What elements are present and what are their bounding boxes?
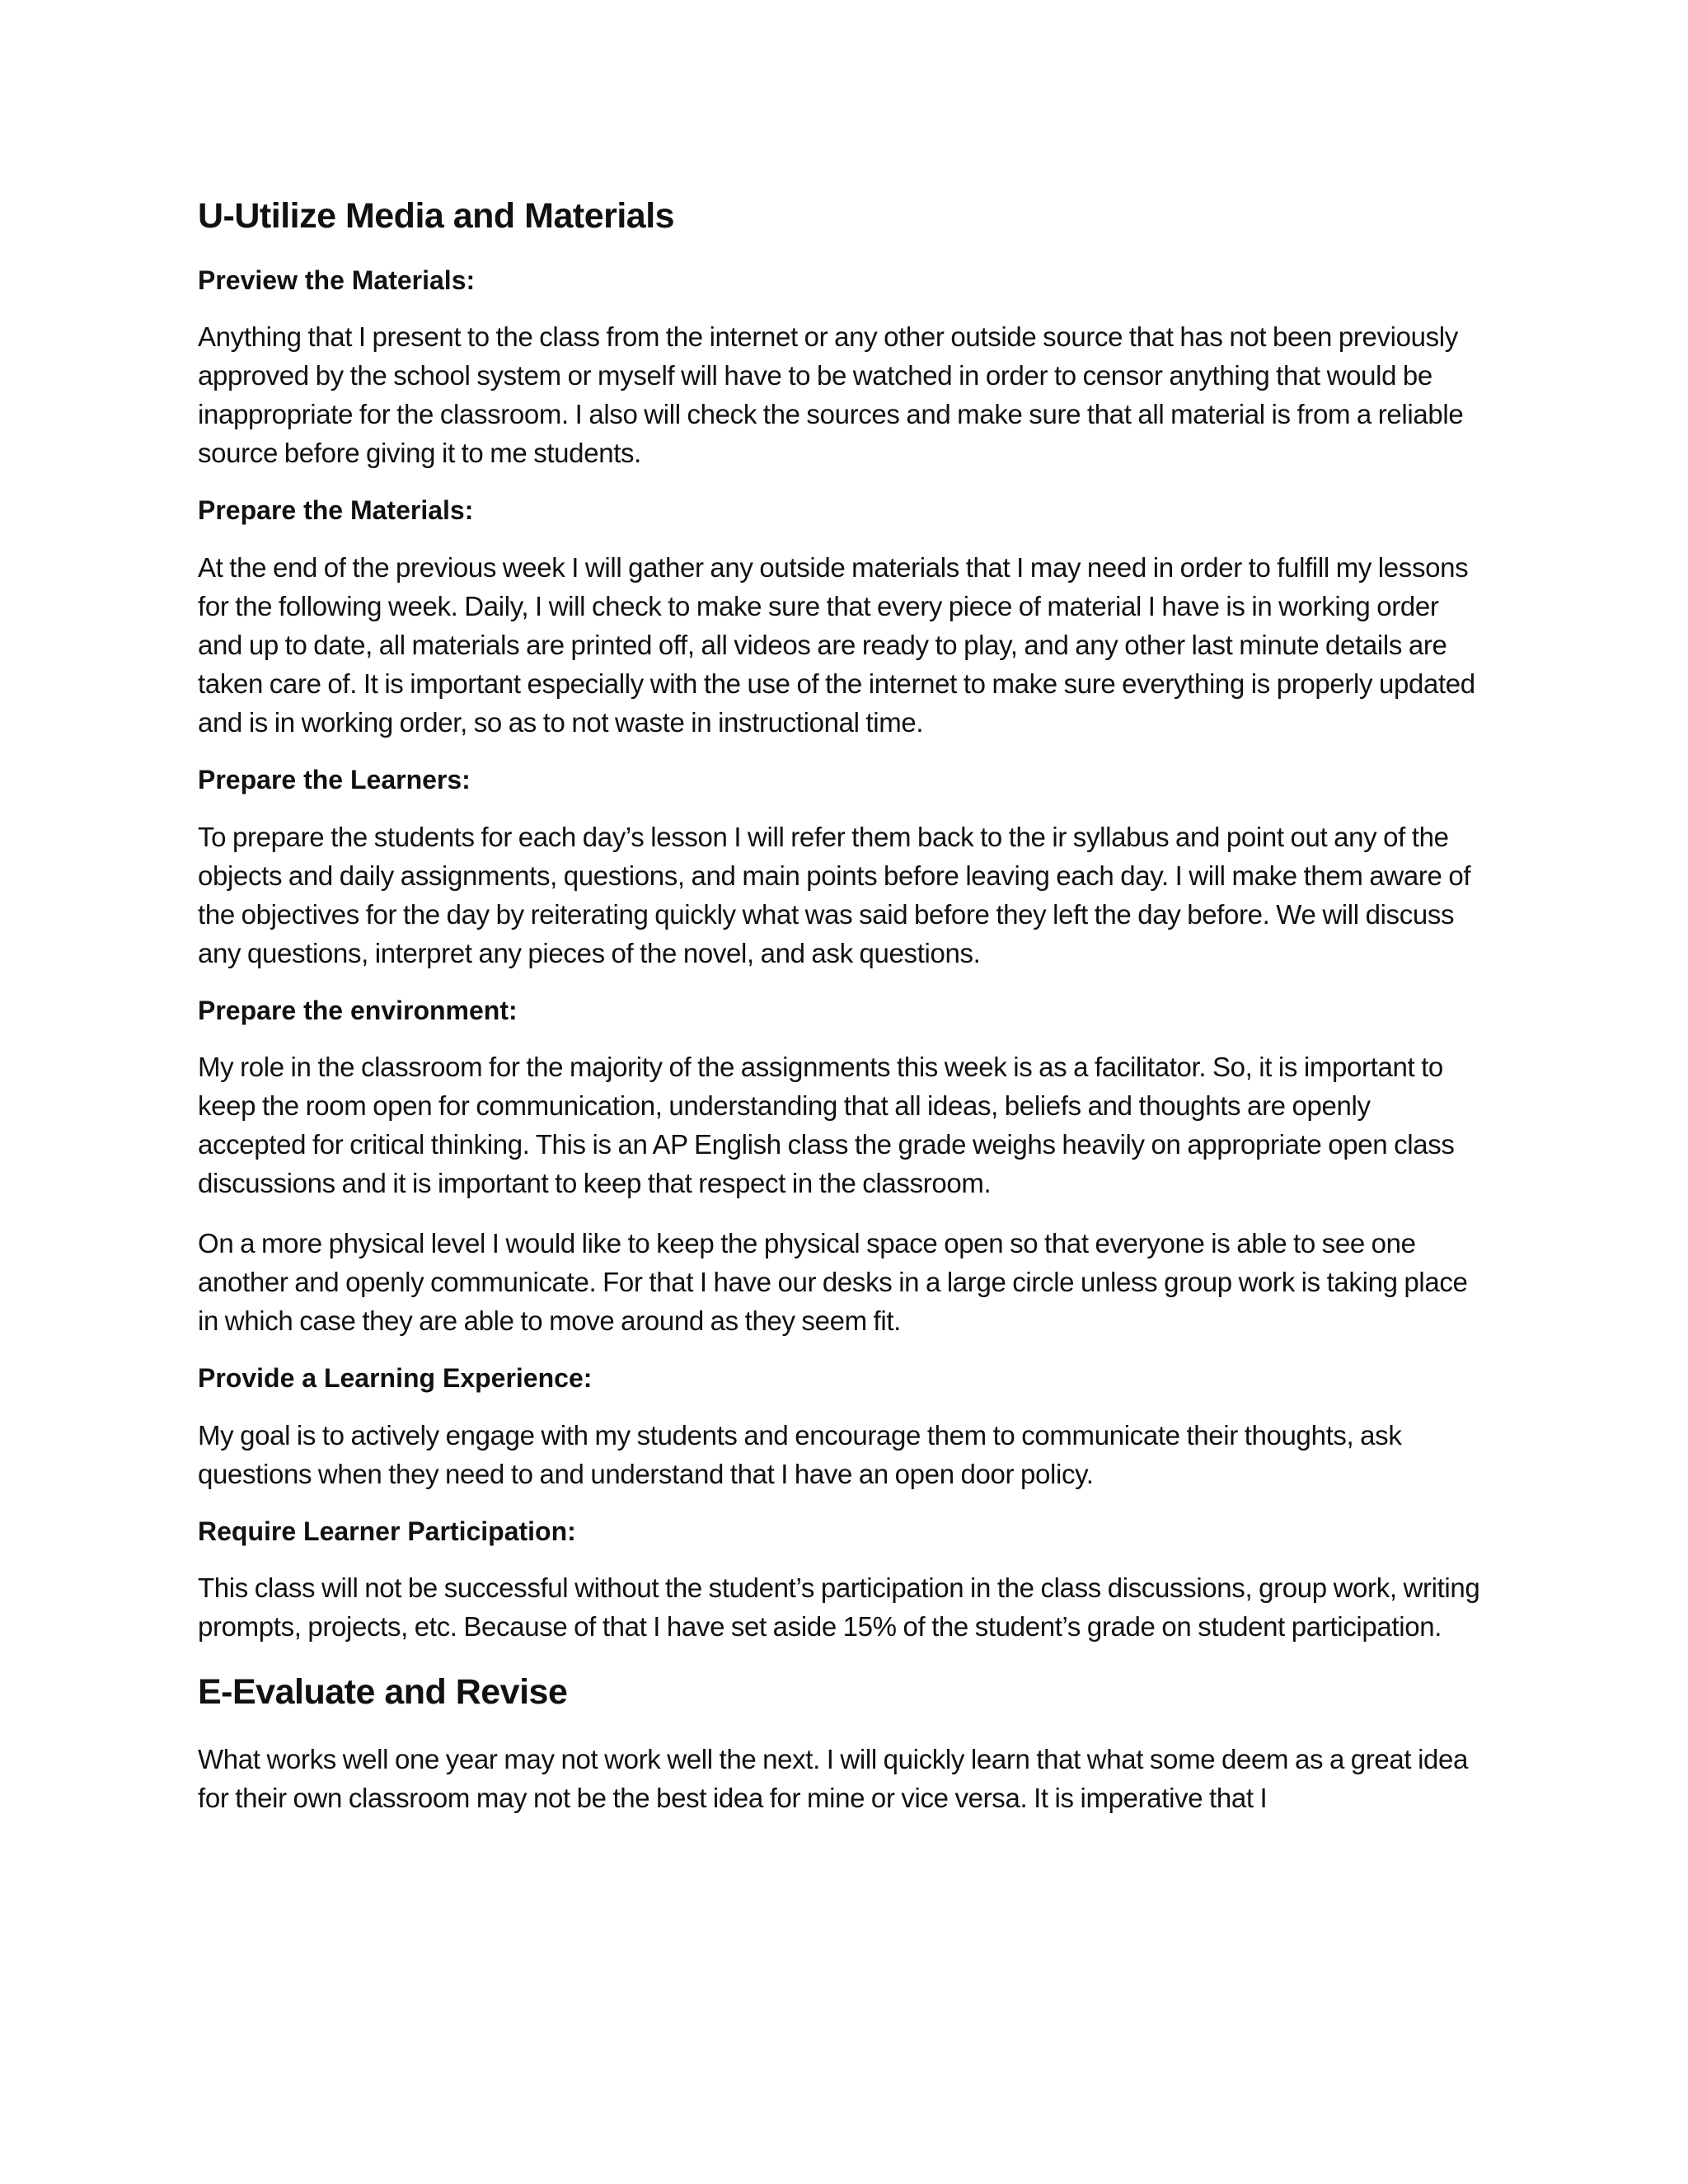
- subheading-prepare-materials: Prepare the Materials:: [198, 495, 474, 526]
- subheading-prepare-environment: Prepare the environment:: [198, 995, 518, 1025]
- section-heading-utilize: U-Utilize Media and Materials: [198, 196, 675, 236]
- paragraph-prepare-environment-physical: On a more physical level I would like to keep the physical space open so that everyone is able to see one another and openly communicate. For that I have our desks in a large circle unless group work is taking place in which case they are able to move around as they seem fit.: [198, 1228, 1468, 1337]
- section-heading-evaluate: E-Evaluate and Revise: [198, 1672, 568, 1713]
- paragraph-learning-experience: My goal is to actively engage with my students and encourage them to communicate their thoughts, ask questions when they need to and understand that I have an open door policy.: [198, 1419, 1402, 1489]
- subheading-learner-participation: Require Learner Participation:: [198, 1516, 576, 1546]
- subheading-prepare-learners: Prepare the Learners:: [198, 764, 471, 794]
- paragraph-evaluate: What works well one year may not work well the next. I will quickly learn that what some deem as a great idea for their own classroom may not be the best idea for mine or vice versa. It is imperative that I: [198, 1744, 1469, 1814]
- paragraph-prepare-environment-role: My role in the classroom for the majority of the assignments this week is as a facilitator. So, it is important to keep the room open for communication, understanding that all ideas, beliefs and thoughts are openly accepted for critical thinking. This is an AP English class the grade weighs heavily on appropriate open class discussions and it is important to keep that respect in the classroom.: [198, 1052, 1455, 1199]
- paragraph-prepare-materials: At the end of the previous week I will gather any outside materials that I may need in order to fulfill my lessons for the following week. Daily, I will check to make sure that every piece of material I have is in working order and up to date, all materials are printed off, all videos are ready to play, and any other last minute details are taken care of. It is important especially with the use of the internet to make sure everything is properly updated and is in working order, so as to not waste in instructional time.: [198, 551, 1475, 738]
- paragraph-preview-materials: Anything that I present to the class from the internet or any other outside source that has not been previously approved by the school system or myself will have to be watched in order to censor anything that would be inappropriate for the classroom. I also will check the sources and make sure that all material is from a reliable source before giving it to me students.: [198, 321, 1464, 469]
- paragraph-prepare-learners: To prepare the students for each day’s lesson I will refer them back to the ir syllabus and point out any of the objects and daily assignments, questions, and main points before leaving each day. I will make them aware of the objectives for the day by reiterating quickly what was said before they left the day before. We will discuss any questions, interpret any pieces of the novel, and ask questions.: [198, 821, 1471, 968]
- document-body: [198, 194, 1484, 1839]
- paragraph-learner-participation: This class will not be successful without the student’s participation in the class discussions, group work, writing prompts, projects, etc. Because of that I have set aside 15% of the student’s grade on student participation.: [198, 1572, 1480, 1643]
- subheading-preview-materials: Preview the Materials:: [198, 265, 476, 295]
- subheading-learning-experience: Provide a Learning Experience:: [198, 1363, 593, 1394]
